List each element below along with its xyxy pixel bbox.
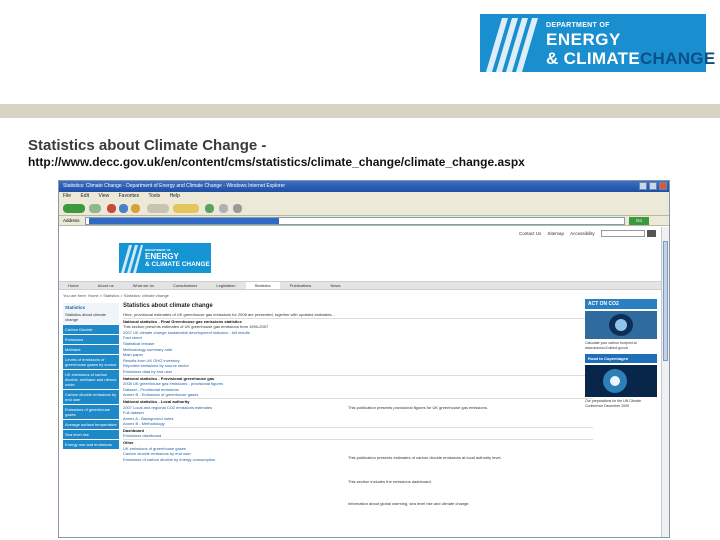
act-on-co2-image[interactable] — [585, 311, 657, 339]
address-selection — [89, 218, 279, 224]
sidebar — [63, 303, 119, 449]
content-link[interactable]: 2007 Local and regional CO2 emissions estimates — [123, 404, 213, 410]
site-logo[interactable]: DEPARTMENT OF ENERGY & CLIMATE CHANGE — [119, 243, 211, 273]
site-search-button[interactable] — [647, 230, 656, 237]
content-link[interactable]: Fact sheet — [123, 335, 142, 341]
sidebar-item[interactable]: Sea level rise — [63, 430, 119, 439]
home-icon[interactable] — [131, 204, 140, 213]
address-bar — [59, 216, 669, 226]
sidebar-heading[interactable]: Statistics — [63, 303, 119, 312]
page-title: Statistics about Climate Change - — [28, 137, 267, 154]
content-link[interactable]: Annex B - Emissions of greenhouse gases — [123, 392, 199, 398]
section-heading: National statistics - Final Greenhouse gas emissions statistics — [123, 318, 593, 325]
menu-help[interactable]: Help — [169, 193, 180, 199]
section-heading: National statistics - Local authority — [123, 398, 593, 405]
util-link-contact[interactable]: Contact Us — [519, 231, 542, 236]
nav-news[interactable]: News — [330, 283, 341, 288]
scrollbar-thumb[interactable] — [663, 241, 668, 361]
logo-text — [480, 14, 716, 72]
content-link[interactable]: 2008 UK greenhouse gas emissions - provisional figures — [123, 381, 224, 387]
mail-icon[interactable] — [219, 204, 228, 213]
menu-favorites[interactable]: Favorites — [118, 193, 140, 199]
section-heading: National statistics - Provisional greenhouse gas — [123, 375, 593, 382]
content-link[interactable]: Emissions of carbon dioxide by energy consumption — [123, 456, 216, 462]
sidebar-item[interactable]: Methane — [63, 345, 119, 354]
content-link[interactable]: Dataset - Provisional emissions — [123, 386, 179, 392]
content-link[interactable]: 2007 UK climate change sustainable development indicator - full results — [123, 329, 250, 335]
utility-links — [519, 231, 600, 236]
act-on-co2-banner[interactable]: ACT ON CO2 — [585, 299, 657, 309]
nav-legislation[interactable]: Legislation — [216, 283, 236, 288]
refresh-icon[interactable] — [119, 204, 128, 213]
content-text: This section presents estimates of UK greenhouse gas emissions from 1990-2007 — [123, 324, 269, 330]
logo-line-climate: & CLIMATECHANGE — [546, 49, 716, 68]
content-note: This section includes the emissions dashboard. — [348, 479, 432, 484]
source-url[interactable]: http://www.decc.gov.uk/en/content/cms/statistics/climate_change/climate_change.aspx — [28, 155, 525, 169]
browser-screenshot — [58, 180, 670, 538]
sidebar-item[interactable]: UK emissions of carbon dioxide, methane and nitrous oxide — [63, 370, 119, 389]
favorites-icon[interactable] — [173, 204, 199, 213]
close-icon[interactable] — [659, 182, 667, 190]
address-label: Address — [63, 218, 80, 223]
nav-home[interactable]: Home — [68, 283, 79, 288]
globe-icon — [585, 365, 657, 397]
co2-footprint-icon — [585, 311, 657, 339]
logo-line-department: DEPARTMENT OF — [546, 22, 610, 29]
logo-stripes-icon — [119, 243, 143, 273]
search-icon[interactable] — [147, 204, 169, 213]
sidebar-subheading: Statistics about climate change — [63, 312, 119, 324]
stop-icon[interactable] — [107, 204, 116, 213]
content-link[interactable]: Main paper — [123, 352, 144, 358]
maximize-icon[interactable] — [649, 182, 657, 190]
nav-publications[interactable]: Publications — [289, 283, 312, 288]
content-list — [123, 312, 593, 462]
content-note: This publication presents provisional figures for UK greenhouse gas emissions. — [348, 405, 488, 410]
forward-button[interactable] — [89, 204, 101, 213]
content-link[interactable]: Full dataset — [123, 410, 144, 416]
breadcrumb: You are here: Home > Statistics > Statistics: climate change — [63, 293, 169, 298]
back-button[interactable] — [63, 204, 85, 213]
content-link[interactable]: UK emissions of greenhouse gases — [123, 445, 186, 451]
content-link[interactable]: Carbon dioxide emissions by end user — [123, 451, 191, 457]
content-note: This publication presents estimates of carbon dioxide emissions at local authority level. — [348, 455, 502, 460]
act-on-co2-caption: Calculate your carbon footprint at www.actonco2.direct.gov.uk — [585, 341, 637, 350]
util-link-accessibility[interactable]: Accessibility — [570, 231, 595, 236]
menu-tools[interactable]: Tools — [148, 193, 161, 199]
site-nav — [59, 281, 663, 290]
sidebar-item[interactable]: Carbon dioxide emissions by end user — [63, 390, 119, 404]
menu-file[interactable]: File — [63, 193, 72, 199]
content-link[interactable]: Annex A - Background notes — [123, 415, 174, 421]
util-link-sitemap[interactable]: Sitemap — [547, 231, 565, 236]
logo-line-energy: ENERGY — [546, 30, 621, 49]
sidebar-item[interactable]: Emissions — [63, 335, 119, 344]
browser-title-bar: Statistics: Climate Change - Department of Energy and Climate Change - Windows Internet Explorer — [59, 181, 669, 192]
section-heading: Dashboard — [123, 427, 593, 434]
sidebar-item[interactable]: Emissions of greenhouse gases — [63, 405, 119, 419]
sidebar-item[interactable]: Average surface temperature — [63, 420, 119, 429]
menu-edit[interactable]: Edit — [80, 193, 90, 199]
content-heading: Statistics about climate change — [123, 303, 213, 309]
browser-menu-bar — [59, 192, 669, 201]
right-column — [585, 299, 657, 408]
content-link[interactable]: Reported emissions by source sector — [123, 363, 189, 369]
web-page — [59, 227, 661, 537]
main-content — [123, 303, 593, 506]
content-link[interactable]: Results from UK GHG inventory — [123, 357, 180, 363]
nav-about[interactable]: About us — [97, 283, 114, 288]
nav-statistics[interactable]: Statistics — [246, 282, 280, 289]
content-link[interactable]: Annex B - Methodology — [123, 421, 165, 427]
minimize-icon[interactable] — [639, 182, 647, 190]
content-note: Information about global warming, sea level rise and climate change. — [348, 501, 470, 506]
nav-consultations[interactable]: Consultations — [172, 283, 198, 288]
copenhagen-image[interactable] — [585, 365, 657, 397]
content-link[interactable]: Emissions data by end user — [123, 368, 173, 374]
sidebar-item[interactable]: Carbon Dioxide — [63, 325, 119, 334]
nav-what-we-do[interactable]: What we do — [132, 283, 154, 288]
content-text: Here, provisional estimates of UK greenhouse gas emissions for 2008 are presented, together with updated estimates... — [123, 312, 335, 317]
content-link[interactable]: Statistical release — [123, 340, 155, 346]
print-icon[interactable] — [233, 204, 242, 213]
browser-toolbar — [59, 201, 669, 216]
sidebar-item[interactable]: Energy use and emissions — [63, 440, 119, 449]
sidebar-item[interactable]: Levels of emissions of greenhouse gases by source — [63, 355, 119, 369]
history-icon[interactable] — [205, 204, 214, 213]
header-divider — [0, 104, 720, 118]
content-link[interactable]: Emissions dashboard — [123, 433, 162, 439]
menu-view[interactable]: View — [98, 193, 110, 199]
vertical-scrollbar[interactable] — [661, 227, 669, 537]
go-button[interactable]: Go — [629, 217, 649, 225]
content-link[interactable]: Methodology summary note — [123, 346, 173, 352]
copenhagen-banner[interactable]: Road to Copenhagen — [585, 354, 657, 363]
site-search-input[interactable] — [601, 230, 645, 237]
section-heading: Other — [123, 439, 593, 446]
copenhagen-caption: Our preparations for the UN Climate Conference December 2009 — [585, 399, 642, 408]
